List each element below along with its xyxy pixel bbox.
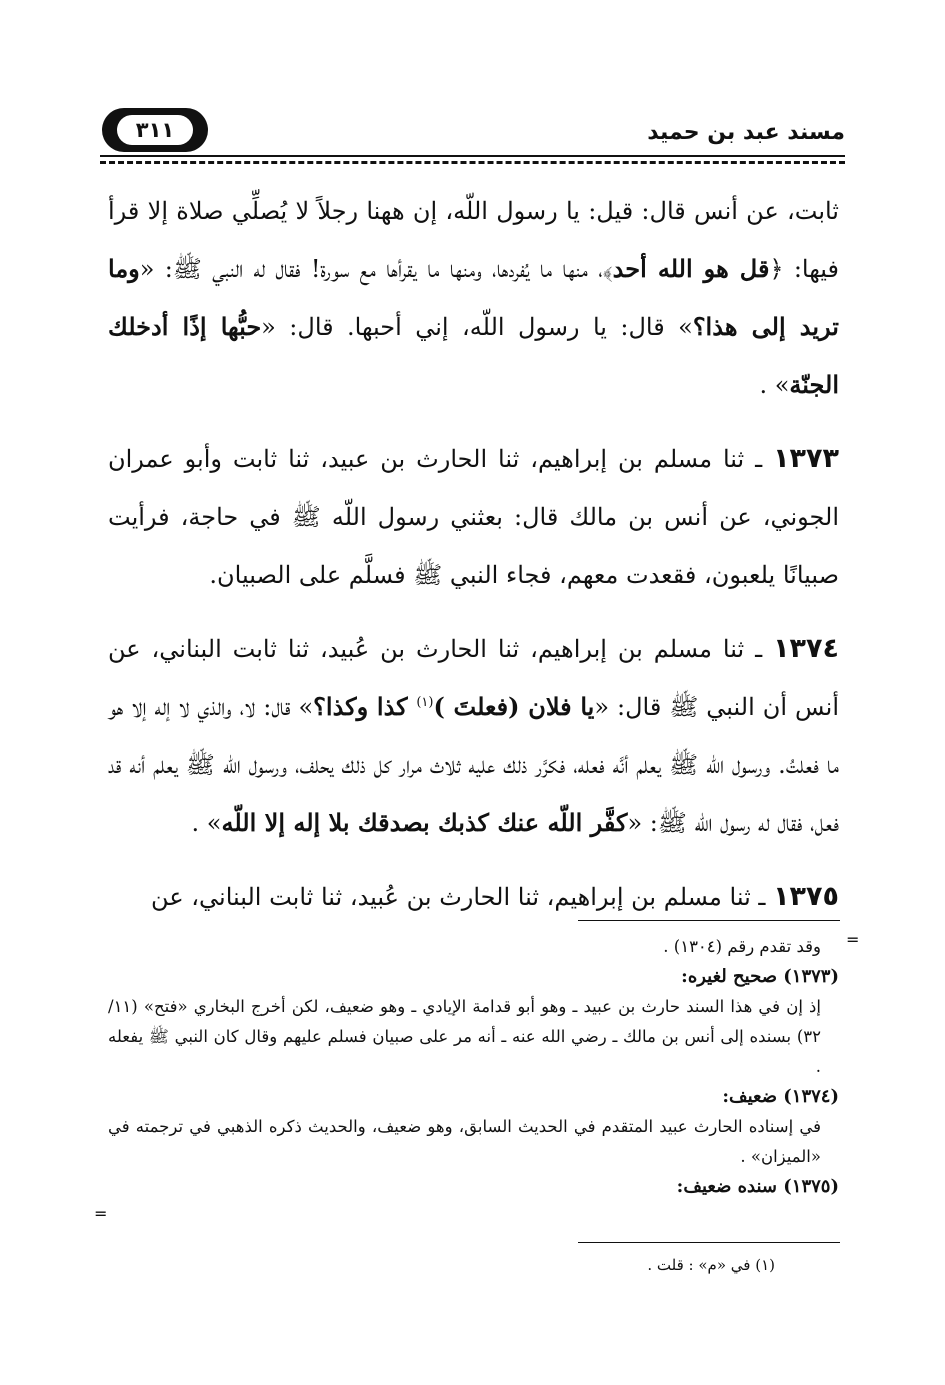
hadith-text: » . xyxy=(191,809,222,837)
hadith-1374 xyxy=(108,620,839,852)
footnote-continuation: وقد تقدم رقم (١٣٠٤) . xyxy=(663,937,821,956)
hadith-quote: كذا وكذا؟ xyxy=(313,692,417,721)
hadith-number: ١٣٧٥ xyxy=(773,881,839,912)
header-rule xyxy=(100,155,845,157)
continuation-mark: = xyxy=(94,1204,108,1223)
page-number: ٣١١ xyxy=(117,115,193,145)
text-line: ثابت، عن أنس قال: قيل: يا رسول اللّه، إن ههنا رجلاً لا يُصلِّي صلاة إلا xyxy=(147,197,839,225)
page-header xyxy=(100,104,845,160)
footnote-1: (١) في «م» : قلت . xyxy=(647,1256,775,1274)
footnote-text: في إسناده الحارث عبيد المتقدم في الحديث السابق، وهو ضعيف، والحديث ذكره الذهبي في ترجمته في «الميزان» . xyxy=(108,1117,821,1166)
hadith-number: ١٣٧٤ xyxy=(773,633,839,664)
text-span: له النبي ﷺ: « xyxy=(139,255,266,283)
text-span: ﴾، منها ما يُفردها، ومنها ما يقرأها مع سورة! فقال xyxy=(275,255,613,283)
hadith-quote: حبُّها إذًا أدخلك الجنّة xyxy=(108,312,839,399)
footnote-heading: (١٣٧٣) صحيح لغيره: xyxy=(681,966,839,987)
footnote-heading: (١٣٧٥) سنده ضعيف: xyxy=(676,1176,839,1197)
text-span: « xyxy=(261,313,276,341)
footnote-rule xyxy=(578,920,840,921)
hadith-1373 xyxy=(108,430,839,604)
hadith-text: ـ ثنا مسلم بن إبراهيم، ثنا الحارث بن عُبيد، ثنا ثابت البناني، عن أنس أن النبي ﷺ قال: « xyxy=(108,635,840,721)
footnote-marker: (١) xyxy=(416,695,434,710)
footnote-rule xyxy=(578,1242,840,1243)
hadith-quote: كفَّر اللّه عنك كذبك بصدقك بلا إله إلا اللّه xyxy=(221,808,628,837)
hadith-text: ـ ثنا مسلم بن إبراهيم، ثنا الحارث بن عُبيد، ثنا ثابت البناني، عن xyxy=(151,883,774,911)
continuation-mark: = xyxy=(846,930,860,949)
main-text xyxy=(108,182,839,942)
footnotes xyxy=(108,932,839,1202)
text-span: » . xyxy=(759,371,790,399)
hadith-number: ١٣٧٣ xyxy=(773,443,839,474)
hadith-text: ـ ثنا مسلم بن إبراهيم، ثنا الحارث بن عبيد، ثنا ثابت وأبو عمران الجوني، عن أنس بن مالك قال: بعثني رسول اللّه ﷺ في حاجة، فرأيت صبيانًا يلعبون، فقعدت معهم، فجاء النبي ﷺ فسلَّم على الصبيان. xyxy=(108,445,839,589)
text-span: قرأ فيها: ﴿ xyxy=(108,197,840,283)
header-dashed-rule xyxy=(100,161,845,164)
hadith-quote: وما تريد إلى هذا؟ xyxy=(108,254,839,341)
footnote-heading: (١٣٧٤) ضعيف: xyxy=(722,1086,839,1107)
quran-quote: قل هو الله أحد xyxy=(612,254,770,283)
page-number-badge xyxy=(102,108,208,152)
hadith-text: » قال: لا، والذي لا إله إلا هو ما فعلتُ. ورسول اللّه ﷺ يعلم أنَّه فعله، فكرَّر ذلك عليه ثلاث مرار كل ذلك يحلف، ورسول اللّه ﷺ يعلم أنه قد فعل، فقال له رسول اللّه ﷺ: « xyxy=(108,693,839,837)
footnote-text: إذ إن في هذا السند حارث بن عبيد ـ وهو أبو قدامة الإيادي ـ وهو ضعيف، لكن أخرج البخاري «فتح» (١١/ ٣٢) بسنده إلى أنس بن مالك ـ رضي الله عنه ـ أنه مر على صبيان فسلم عليهم وقال كان النبي ﷺ يفعله . xyxy=(108,997,821,1076)
hadith-quote: يا فلان (فعلتَ ) xyxy=(433,692,595,721)
hadith-1375 xyxy=(108,868,839,926)
text-span: » قال: يا رسول اللّه، إني أحبها. قال: xyxy=(289,313,693,341)
book-title: مسند عبد بن حميد xyxy=(647,120,845,145)
paragraph-continuation xyxy=(108,182,839,414)
